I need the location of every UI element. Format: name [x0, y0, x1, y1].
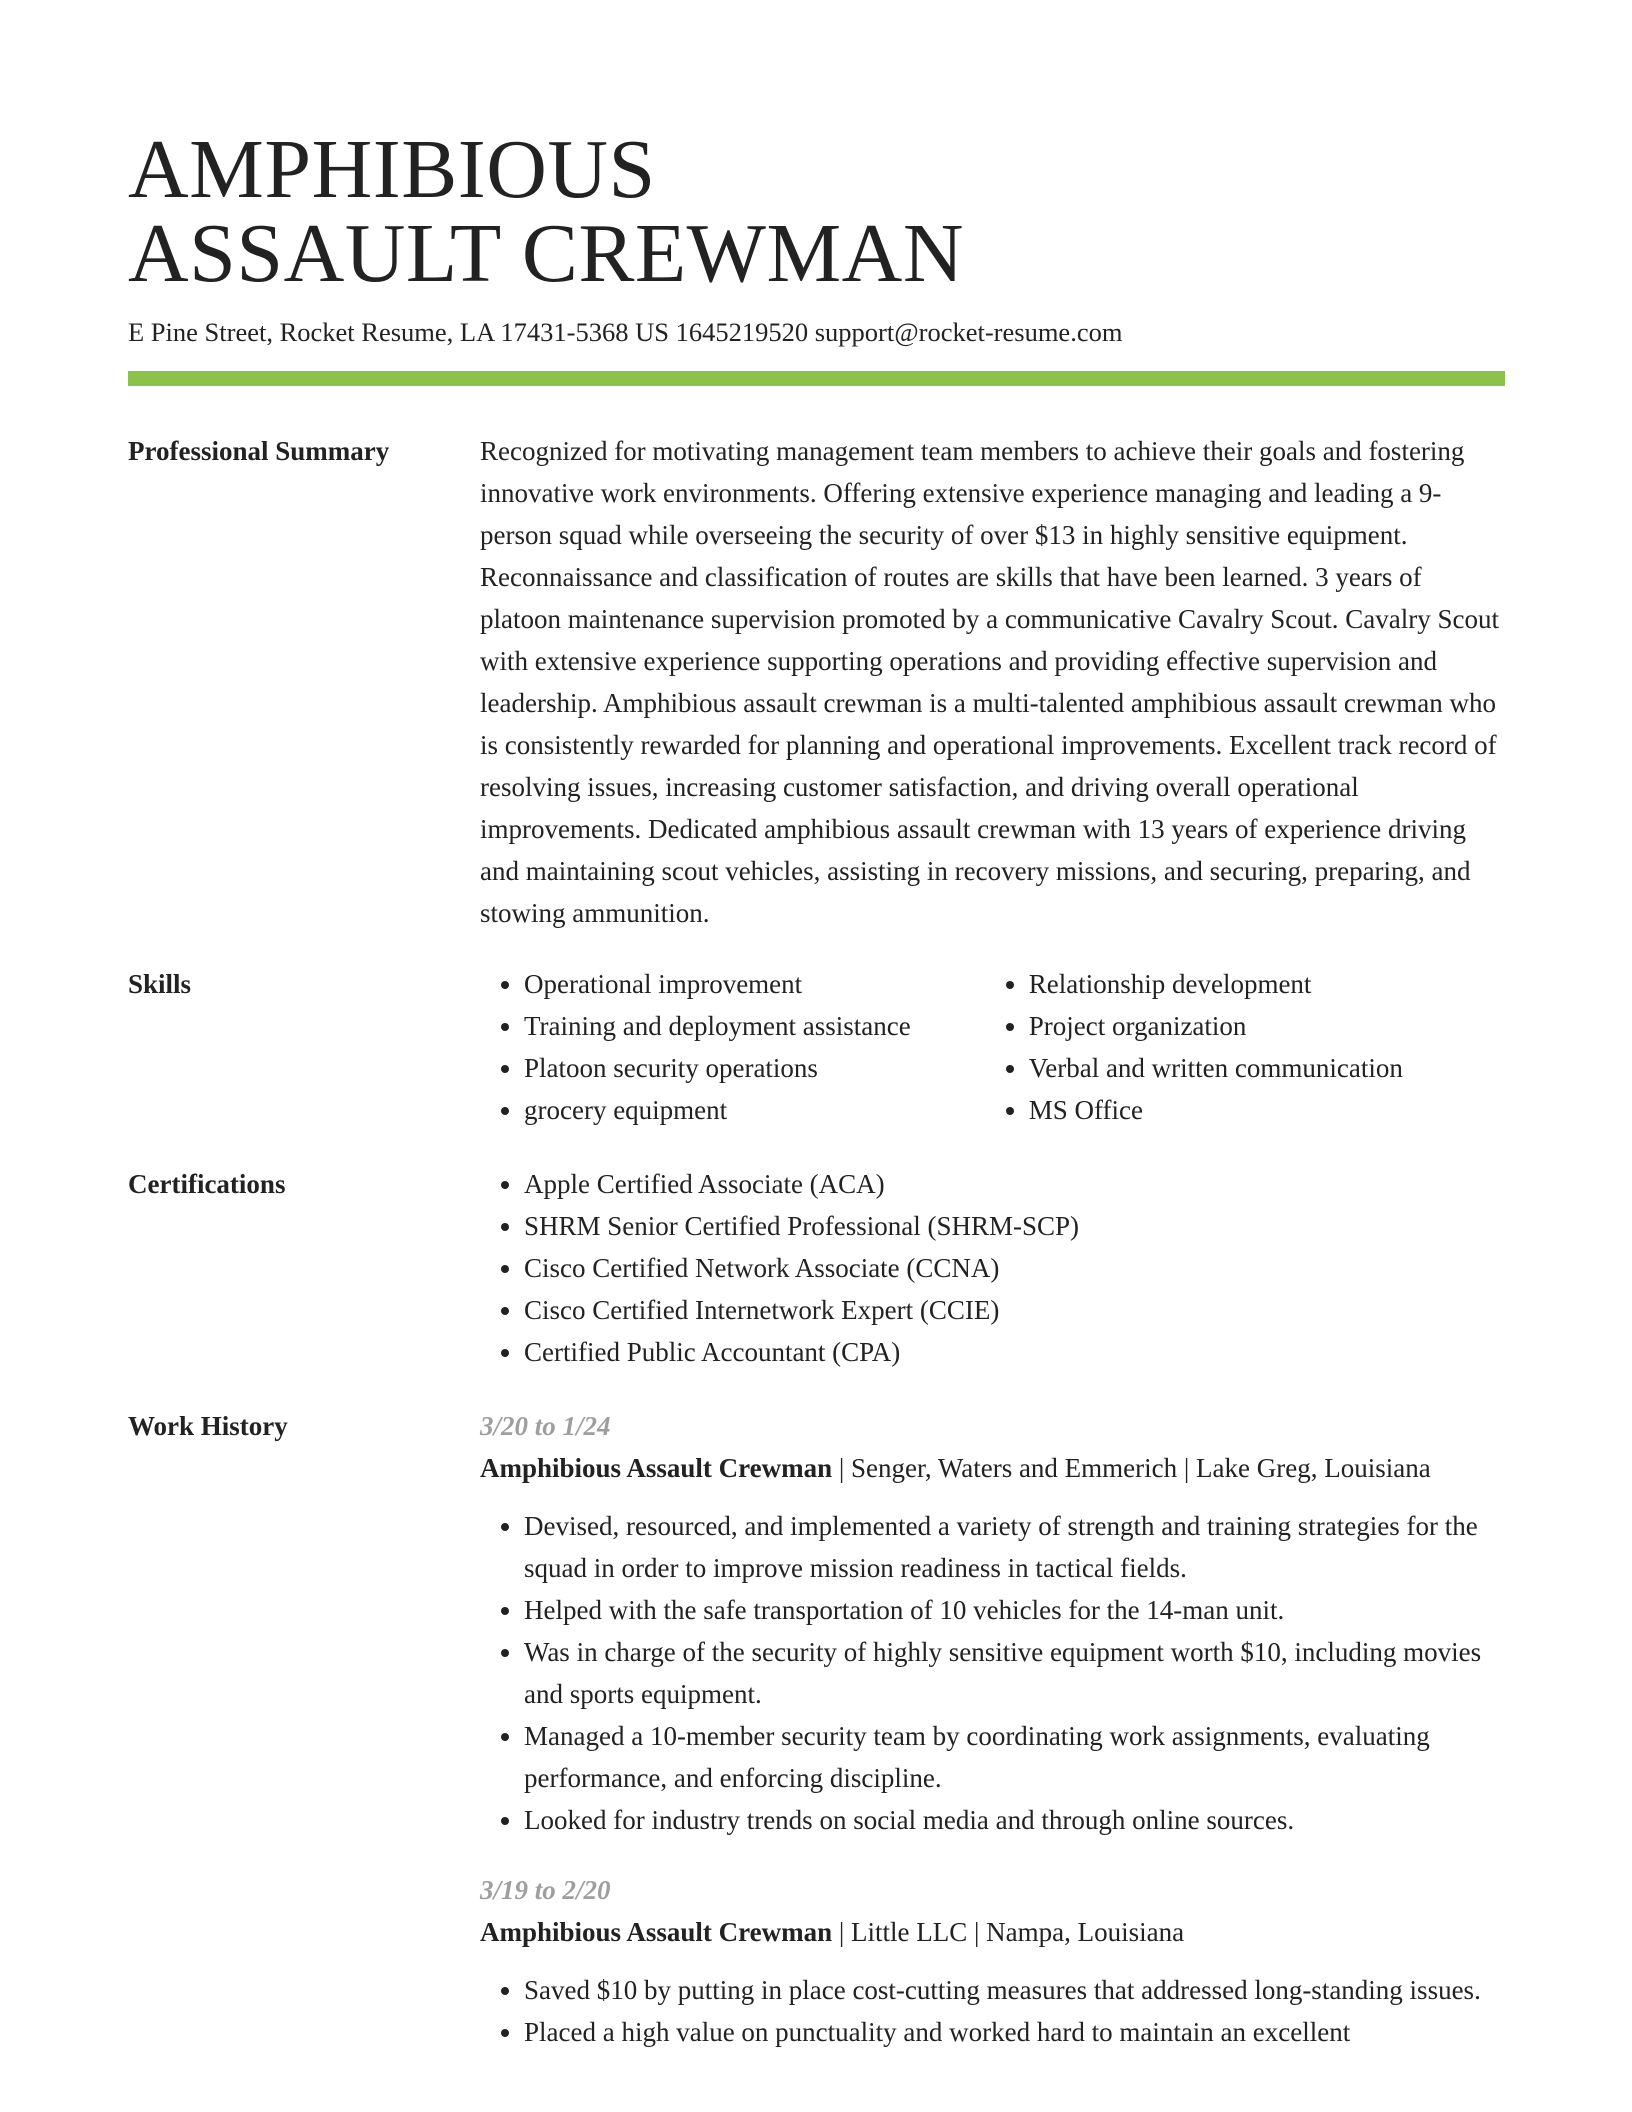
job-bullet: • Devised, resourced, and implemented a variety of strength and training strategies for the squad in order to improve mission readiness in tactical fields.	[524, 1505, 1505, 1589]
certification-item: • SHRM Senior Certified Professional (SHRM-SCP)	[524, 1205, 1505, 1247]
summary-text: Recognized for motivating management team members to achieve their goals and fostering innovative work environments. Offering extensive experience managing and leading a 9-person squad while overseeing the security of over $13 in highly sensitive equipment. Reconnaissance and classification of routes are skills that have been learned. 3 years of platoon maintenance supervision promoted by a communicative Cavalry Scout. Cavalry Scout with extensive experience supporting operations and providing effective supervision and leadership. Amphibious assault crewman is a multi-talented amphibious assault crewman who is consistently rewarded for planning and operational improvements. Excellent track record of resolving issues, increasing customer satisfaction, and driving overall operational improvements. Dedicated amphibious assault crewman with 13 years of experience driving and maintaining scout vehicles, assisting in recovery missions, and securing, preparing, and stowing ammunition.	[480, 436, 1499, 928]
certification-item: • Cisco Certified Network Associate (CCNA)	[524, 1247, 1505, 1289]
skills-body	[480, 963, 1505, 1131]
skill-item: • grocery equipment	[524, 1089, 985, 1131]
certification-item: • Apple Certified Associate (ACA)	[524, 1163, 1505, 1205]
job-dates: 3/19 to 2/20	[480, 1875, 611, 1905]
section-title-certifications: Certifications	[128, 1169, 286, 1199]
skill-item: • Operational improvement	[524, 963, 985, 1005]
skill-item: • Relationship development	[1029, 963, 1505, 1005]
job-title: Amphibious Assault Crewman	[480, 1453, 833, 1483]
skill-item: • Project organization	[1029, 1005, 1505, 1047]
certification-item: • Certified Public Accountant (CPA)	[524, 1331, 1505, 1373]
skills-columns	[480, 963, 1505, 1131]
job-bullets	[480, 1505, 1505, 1841]
section-title-work-history: Work History	[128, 1411, 288, 1441]
job-details: | Little LLC | Nampa, Louisiana	[832, 1917, 1185, 1947]
name-line-2: ASSAULT CREWMAN	[128, 207, 964, 300]
job-bullets	[480, 1969, 1505, 2053]
job-bullet: • Managed a 10-member security team by coordinating work assignments, evaluating performance, and enforcing discipline.	[524, 1715, 1505, 1799]
skill-item: • Platoon security operations	[524, 1047, 985, 1089]
work-history-body	[480, 1405, 1505, 2081]
job-bullet: • Was in charge of the security of highly sensitive equipment worth $10, including movies and sports equipment.	[524, 1631, 1505, 1715]
job-bullet: • Looked for industry trends on social media and through online sources.	[524, 1799, 1505, 1841]
skills-column-1	[480, 963, 985, 1131]
job-details: | Senger, Waters and Emmerich | Lake Greg, Louisiana	[832, 1453, 1431, 1483]
job-title: Amphibious Assault Crewman	[480, 1917, 833, 1947]
summary-body	[480, 430, 1505, 934]
skills-column-2	[985, 963, 1505, 1131]
job-heading	[480, 1447, 1505, 1489]
job-heading	[480, 1911, 1505, 1953]
accent-divider	[128, 371, 1505, 386]
name-line-1: AMPHIBIOUS	[128, 123, 656, 216]
certifications-body	[480, 1163, 1505, 1373]
job-bullet: • Saved $10 by putting in place cost-cutting measures that addressed long-standing issues.	[524, 1969, 1505, 2011]
candidate-name	[128, 123, 1505, 300]
certifications-list	[480, 1163, 1505, 1373]
skill-item: • Verbal and written communication	[1029, 1047, 1505, 1089]
job-entry	[480, 1869, 1505, 2053]
contact-info: E Pine Street, Rocket Resume, LA 17431-5368 US 1645219520 support@rocket-resume.com	[128, 317, 1123, 347]
skill-item: • MS Office	[1029, 1089, 1505, 1131]
section-title-skills: Skills	[128, 969, 192, 999]
job-entry	[480, 1405, 1505, 1841]
job-bullet: • Helped with the safe transportation of 10 vehicles for the 14-man unit.	[524, 1589, 1505, 1631]
job-bullet: • Placed a high value on punctuality and worked hard to maintain an excellent	[524, 2011, 1505, 2053]
skill-item: • Training and deployment assistance	[524, 1005, 985, 1047]
job-dates: 3/20 to 1/24	[480, 1411, 611, 1441]
certification-item: • Cisco Certified Internetwork Expert (CCIE)	[524, 1289, 1505, 1331]
section-title-summary: Professional Summary	[128, 436, 390, 466]
